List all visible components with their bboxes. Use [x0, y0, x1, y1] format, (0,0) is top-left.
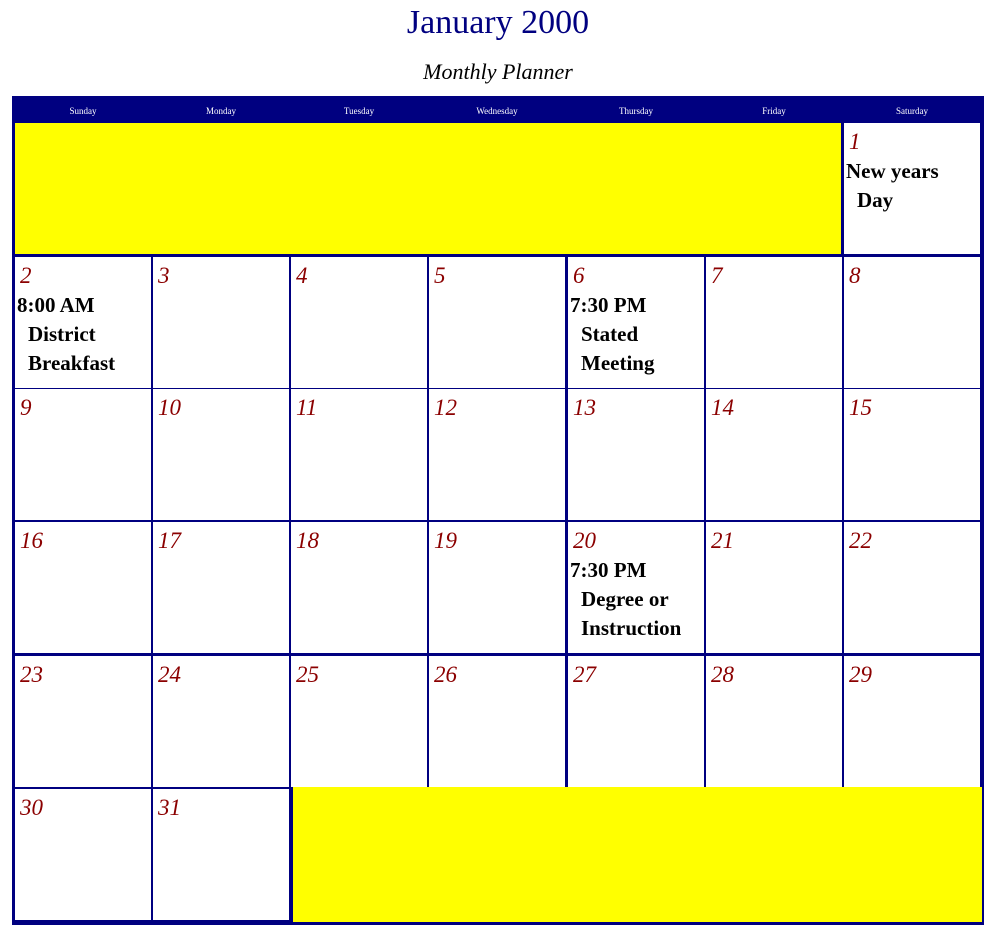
day-number: 15 — [849, 395, 872, 420]
day-number: 1 — [849, 129, 861, 154]
event-line: 7:30 PM — [570, 293, 647, 317]
day-cell-11[interactable] — [291, 389, 427, 520]
day-number: 21 — [711, 528, 734, 553]
day-number: 10 — [158, 395, 181, 420]
weekday-header-wednesday: Wednesday — [476, 106, 518, 116]
event-line: Day — [857, 188, 894, 212]
event-line: Stated — [581, 322, 639, 346]
weekday-header-sunday: Sunday — [69, 106, 97, 116]
day-cell-18[interactable] — [291, 522, 427, 653]
day-cell-26[interactable] — [429, 656, 565, 787]
day-number: 8 — [849, 263, 861, 288]
event-line: District — [28, 322, 96, 346]
day-number: 13 — [573, 395, 596, 420]
day-cell-8[interactable] — [844, 257, 980, 388]
day-cell-7[interactable] — [706, 257, 842, 388]
day-event — [570, 556, 681, 643]
day-cell-23[interactable] — [15, 656, 151, 787]
day-event — [846, 157, 939, 215]
day-cell-9[interactable] — [15, 389, 151, 520]
day-cell-12[interactable] — [429, 389, 565, 520]
day-number: 30 — [20, 795, 43, 820]
weekday-header-saturday: Saturday — [896, 106, 928, 116]
day-number: 5 — [434, 263, 446, 288]
day-event — [570, 291, 654, 378]
day-number: 17 — [158, 528, 181, 553]
event-line: 7:30 PM — [570, 558, 647, 582]
day-cell-6[interactable] — [568, 257, 704, 388]
day-number: 9 — [20, 395, 32, 420]
day-number: 16 — [20, 528, 43, 553]
day-number: 4 — [296, 263, 308, 288]
event-line: 8:00 AM — [17, 293, 95, 317]
calendar-grid — [12, 96, 984, 925]
day-number: 23 — [20, 662, 43, 687]
day-number: 6 — [573, 263, 585, 288]
empty-days-after-month — [293, 787, 982, 922]
day-cell-3[interactable] — [153, 257, 289, 388]
day-cell-5[interactable] — [429, 257, 565, 388]
day-number: 18 — [296, 528, 319, 553]
day-cell-20[interactable] — [568, 522, 704, 653]
day-cell-16[interactable] — [15, 522, 151, 653]
day-cell-1[interactable] — [844, 123, 980, 254]
day-number: 22 — [849, 528, 872, 553]
day-cell-28[interactable] — [706, 656, 842, 787]
page-title: January 2000 — [406, 4, 590, 41]
day-number: 31 — [158, 795, 181, 820]
day-cell-29[interactable] — [844, 656, 980, 787]
day-number: 28 — [711, 662, 734, 687]
page-subtitle: Monthly Planner — [423, 59, 573, 84]
event-line: New years — [846, 159, 939, 183]
day-number: 20 — [573, 528, 596, 553]
day-cell-2[interactable] — [15, 257, 151, 388]
day-number: 3 — [158, 263, 170, 288]
day-number: 2 — [20, 263, 32, 288]
day-number: 14 — [711, 395, 734, 420]
event-line: Instruction — [581, 616, 682, 640]
day-cell-30[interactable] — [15, 789, 151, 920]
day-cell-25[interactable] — [291, 656, 427, 787]
weekday-header-thursday: Thursday — [619, 106, 653, 116]
day-cell-10[interactable] — [153, 389, 289, 520]
day-number: 27 — [573, 662, 596, 687]
event-line: Meeting — [581, 351, 655, 375]
day-number: 19 — [434, 528, 457, 553]
day-cell-31[interactable] — [153, 789, 289, 920]
day-number: 11 — [296, 395, 318, 420]
weekday-header-monday: Monday — [206, 106, 236, 116]
day-cell-21[interactable] — [706, 522, 842, 653]
day-cell-17[interactable] — [153, 522, 289, 653]
day-number: 26 — [434, 662, 457, 687]
day-cell-24[interactable] — [153, 656, 289, 787]
weekday-header-tuesday: Tuesday — [343, 106, 375, 116]
day-number: 24 — [158, 662, 181, 687]
day-cell-22[interactable] — [844, 522, 980, 653]
day-cell-13[interactable] — [568, 389, 704, 520]
day-cell-14[interactable] — [706, 389, 842, 520]
day-event — [17, 291, 115, 378]
weekday-header-friday: Friday — [762, 106, 786, 116]
day-number: 7 — [711, 263, 723, 288]
day-number: 12 — [434, 395, 457, 420]
day-cell-27[interactable] — [568, 656, 704, 787]
day-cell-15[interactable] — [844, 389, 980, 520]
event-line: Breakfast — [28, 351, 116, 375]
day-cell-4[interactable] — [291, 257, 427, 388]
empty-days-before-month — [15, 123, 841, 254]
day-number: 25 — [296, 662, 319, 687]
day-cell-19[interactable] — [429, 522, 565, 653]
day-number: 29 — [849, 662, 872, 687]
event-line: Degree or — [581, 587, 669, 611]
